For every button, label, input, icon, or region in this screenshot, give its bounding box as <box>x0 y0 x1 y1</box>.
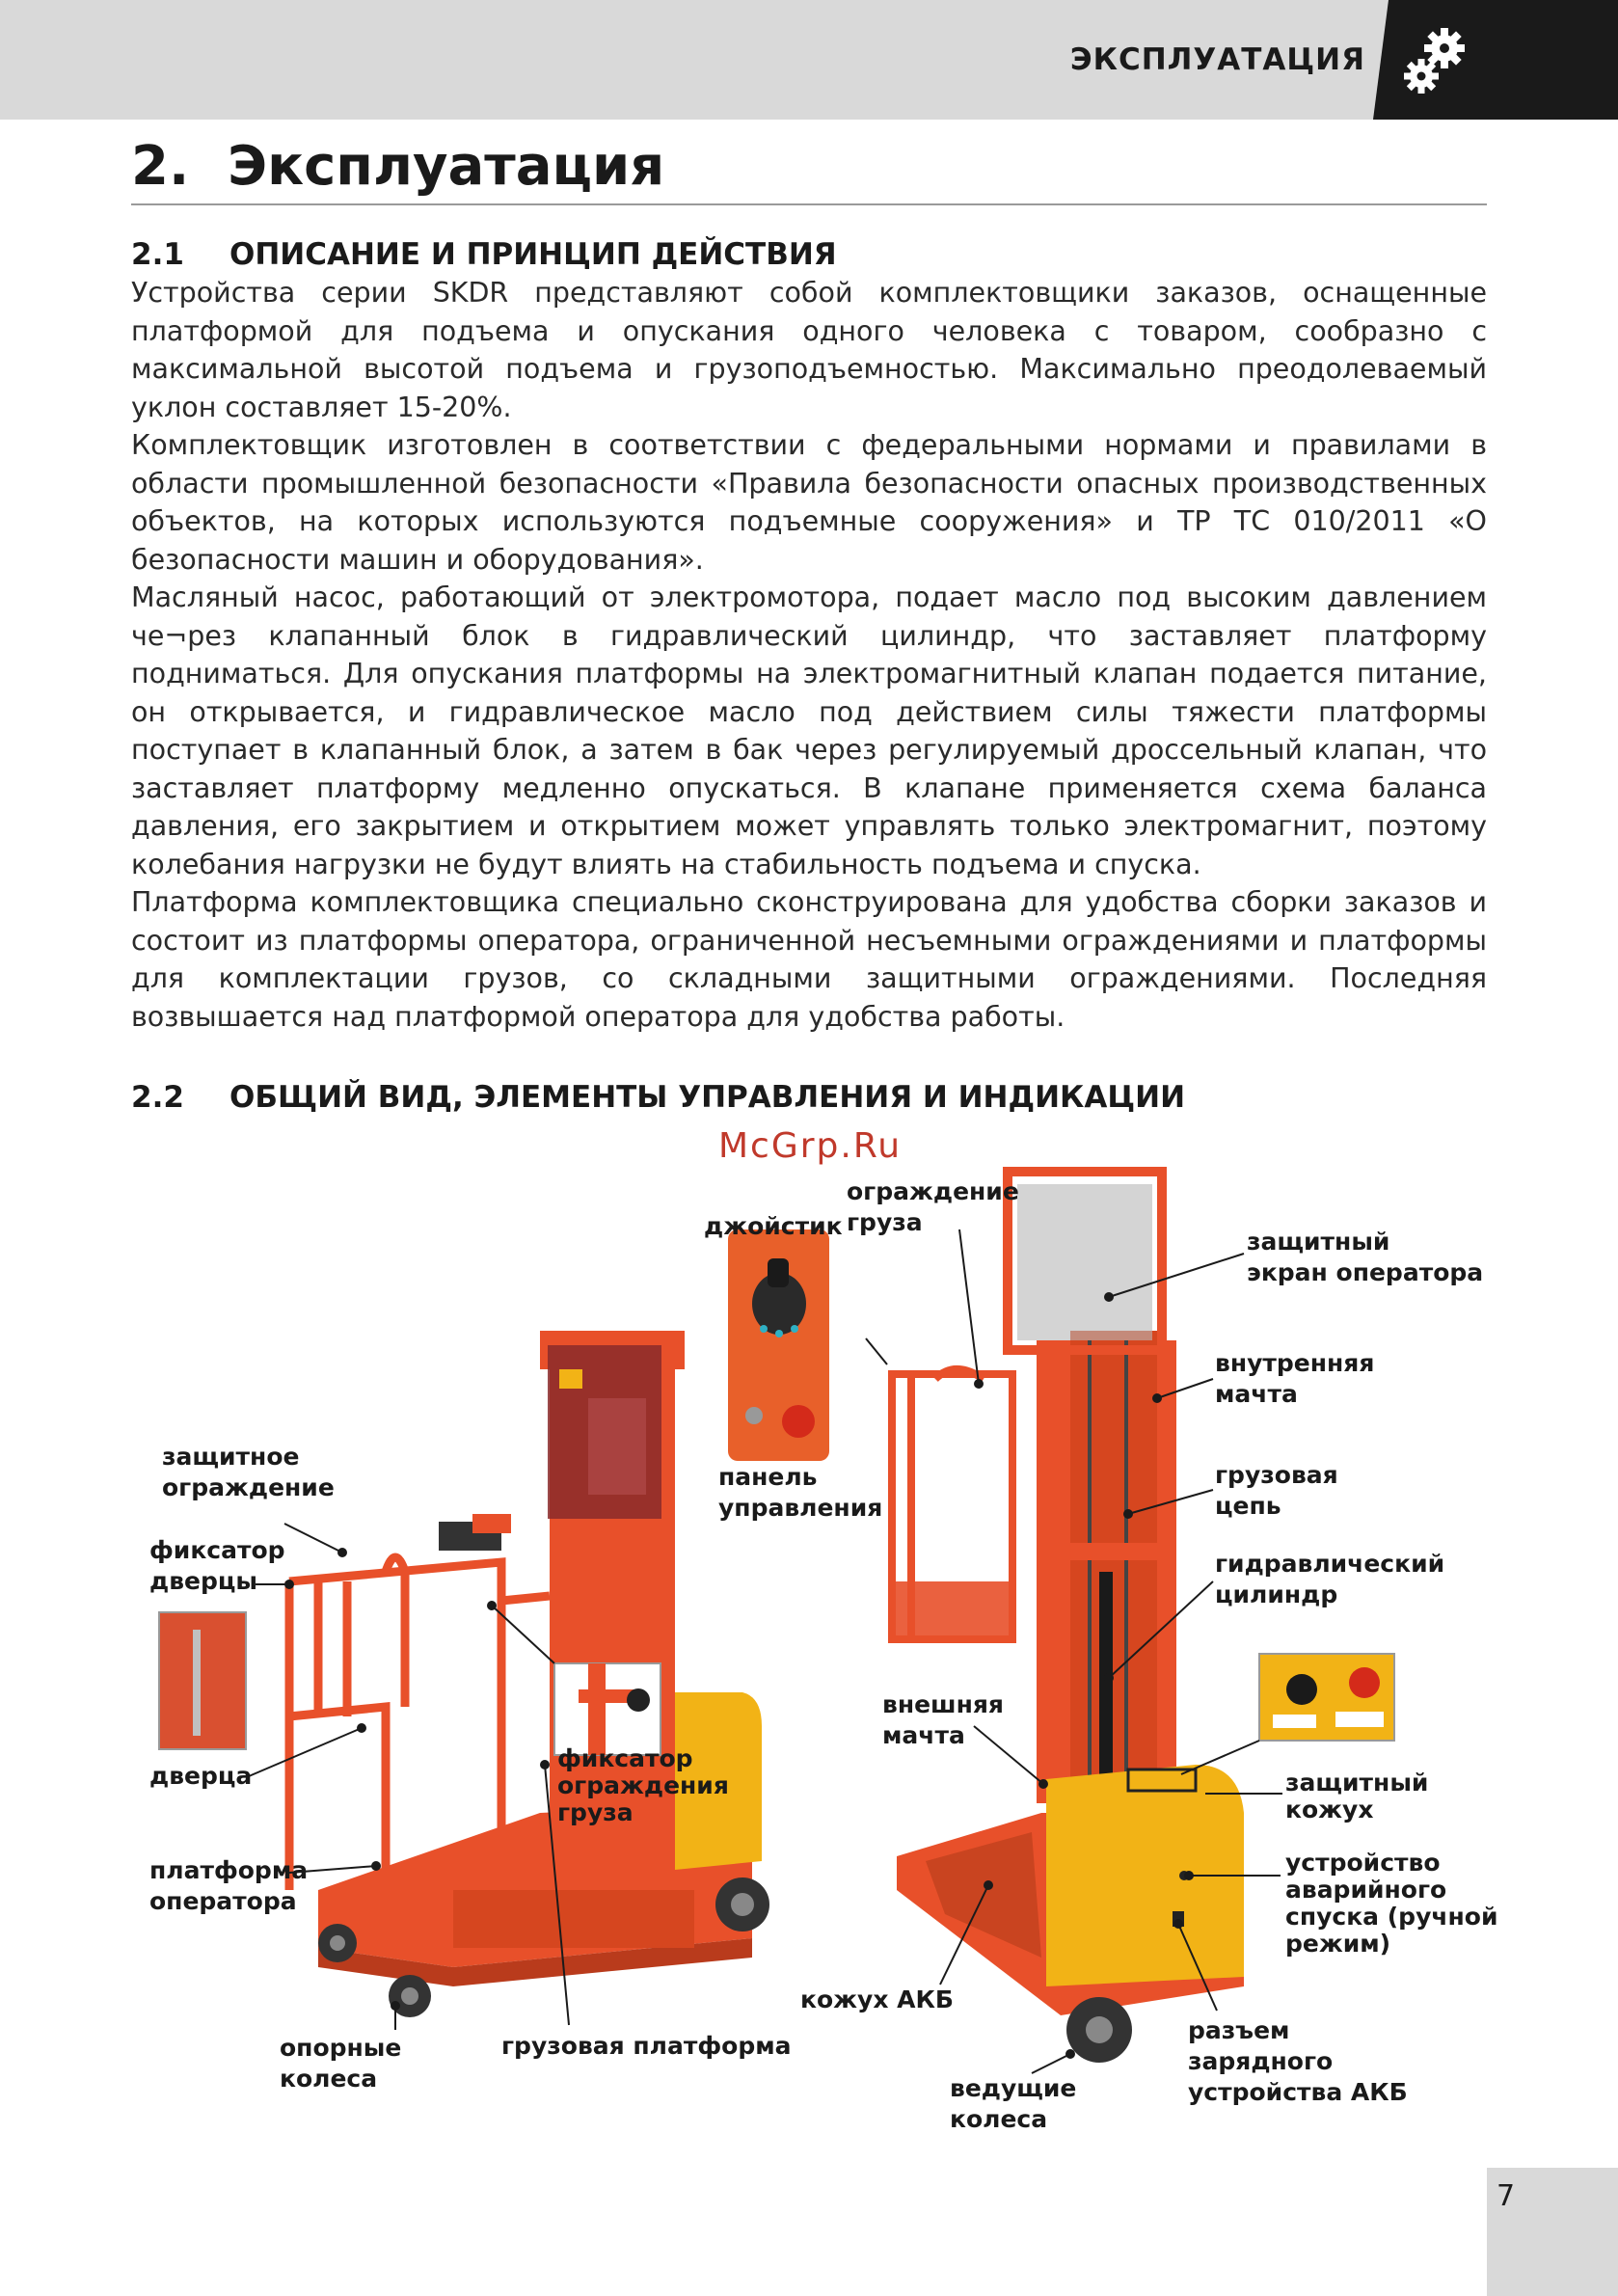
label-cargo-guard-lock: фиксатор ограждения груза <box>557 1744 729 1826</box>
page-number: 7 <box>1497 2179 1516 2213</box>
paragraph: Масляный насос, работающий от электромотора, подает масло под высоким давлением че¬рез клапанный блок в гидравлический цилиндр, что заставляет платформу подниматься. Для опускания платформы на электромагнитный клапан подается питание, он открывается, и гидравлическое масло под действием силы тяжести платформы поступает в клапанный блок, а затем в бак через регулируемый дроссельный клапан, что заставляет платформу медленно опускаться. В клапане применяется схема баланса давления, его закрытием и открытием может управлять только электромагнит, поэтому колебания нагрузки не будут влиять на стабильность подъема и спуска. <box>131 581 1487 880</box>
label-hydraulic-cylinder: гидравлический цилиндр <box>1215 1550 1445 1608</box>
label-operator-screen: защитный экран оператора <box>1247 1228 1484 1286</box>
emergency-stop-button <box>782 1405 815 1438</box>
watermark: McGrp.Ru <box>718 1126 903 1166</box>
label-outer-mast: внешняя мачта <box>882 1690 1004 1749</box>
section-title: ОПИСАНИЕ И ПРИНЦИП ДЕЙСТВИЯ <box>229 237 837 272</box>
header-section-title: ЭКСПЛУАТАЦИЯ <box>1069 42 1365 77</box>
label-door-lock: фиксатор дверцы <box>149 1536 285 1595</box>
label-door: дверца <box>149 1762 253 1790</box>
paragraph: Платформа комплектовщика специально сконструирована для удобства сборки заказов и состоит из платформы оператора, ограниченной несъемными ограждениями и платформы для комплектации грузов, со складными защитными ограждениями. Последняя возвышается над платформой оператора для удобства работы. <box>131 886 1487 1033</box>
label-joystick: джойстик <box>704 1212 843 1240</box>
key-switch <box>745 1407 763 1424</box>
label-cargo-platform: грузовая платформа <box>501 2032 792 2060</box>
section-title: ОБЩИЙ ВИД, ЭЛЕМЕНТЫ УПРАВЛЕНИЯ И ИНДИКАЦИИ <box>229 1080 1186 1115</box>
section-number: 2.2 <box>131 1080 184 1115</box>
inner-mast <box>1070 1331 1157 1813</box>
label-emergency-lowering: устройство аварийного спуска (ручной режим) <box>1285 1849 1498 1958</box>
label-charger-socket: разъем зарядного устройства АКБ <box>1188 2016 1408 2106</box>
label-inner-mast: внутренняя мачта <box>1215 1349 1375 1408</box>
label-support-wheels: опорные колеса <box>280 2034 402 2093</box>
door-lock-inset <box>159 1612 246 1749</box>
label-cargo-guard: ограждение груза <box>847 1177 1019 1236</box>
label-load-chain: грузовая цепь <box>1215 1461 1338 1520</box>
label-protective-guard: защитное ограждение <box>162 1443 335 1501</box>
chapter-number: 2. <box>131 135 190 198</box>
paragraph: Устройства серии SKDR представляют собой комплектовщики заказов, оснащенные платформой для подъема и опускания одного человека с товаром, сообразно с максимальной высотой подъема и грузоподъемностью. Максимально преодолеваемый уклон составляет 15-20%. <box>131 277 1487 423</box>
joystick-panel-drawing <box>728 1229 829 1461</box>
label-battery-cover: кожух АКБ <box>800 1985 954 2013</box>
chapter-title: Эксплуатация <box>228 135 665 198</box>
paragraph: Комплектовщик изготовлен в соответствии с федеральными нормами и правилами в области промышленной безопасности «Правила безопасности опасных производственных объектов, на которых используются подъемные сооружения» и ТР ТС 010/2011 «О безопасности машин и оборудования». <box>131 429 1487 576</box>
label-control-panel: панель управления <box>718 1463 883 1522</box>
label-protective-cover: защитный кожух <box>1285 1769 1429 1823</box>
label-operator-platform: платформа оператора <box>149 1856 309 1915</box>
section-number: 2.1 <box>131 237 184 272</box>
label-drive-wheels: ведущие колеса <box>950 2074 1077 2133</box>
